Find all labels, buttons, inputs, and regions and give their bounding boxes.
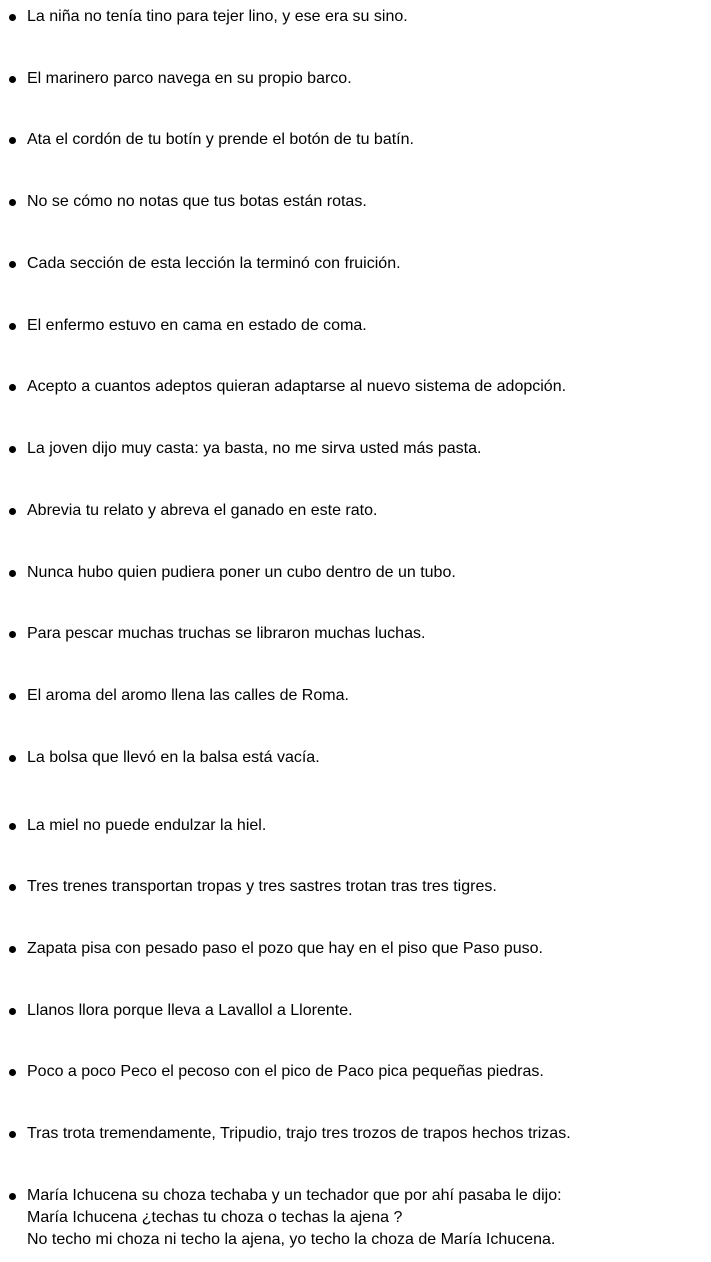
phrase-text: La niña no tenía tino para tejer lino, y ese era su sino. <box>27 8 408 25</box>
list-item <box>0 747 700 769</box>
phrase-line-1: María Ichucena su choza techaba y un techador que por ahí pasaba le dijo: <box>27 1187 562 1204</box>
phrase-text: Tras trota tremendamente, Tripudio, trajo tres trozos de trapos hechos trizas. <box>27 1125 571 1142</box>
bullet-icon <box>9 1069 16 1076</box>
phrase-text: La bolsa que llevó en la balsa está vacía. <box>27 749 320 766</box>
list-item <box>0 685 700 707</box>
phrase-text: Llanos llora porque lleva a Lavallol a Llorente. <box>27 1002 353 1019</box>
bullet-icon <box>9 570 16 577</box>
phrase-text: Cada sección de esta lección la terminó con fruición. <box>27 255 401 272</box>
bullet-icon <box>9 323 16 330</box>
list-item <box>0 1000 700 1022</box>
list-item-multiline <box>0 1185 700 1251</box>
phrase-line-2: María Ichucena ¿techas tu choza o techas la ajena ? <box>27 1209 403 1226</box>
bullet-icon <box>9 1193 16 1200</box>
phrase-text: El marinero parco navega en su propio barco. <box>27 70 352 87</box>
list-item <box>0 315 700 337</box>
phrase-text: Acepto a cuantos adeptos quieran adaptarse al nuevo sistema de adopción. <box>27 378 567 395</box>
phrase-text: La joven dijo muy casta: ya basta, no me sirva usted más pasta. <box>27 440 482 457</box>
list-item <box>0 1123 700 1145</box>
list-item <box>0 938 700 960</box>
bullet-icon <box>9 199 16 206</box>
bullet-icon <box>9 884 16 891</box>
phrase-text: El aroma del aromo llena las calles de Roma. <box>27 687 349 704</box>
bullet-icon <box>9 823 16 830</box>
list-item <box>0 438 700 460</box>
bullet-icon <box>9 446 16 453</box>
phrase-text: Nunca hubo quien pudiera poner un cubo dentro de un tubo. <box>27 564 456 581</box>
list-item <box>0 6 700 28</box>
list-item <box>0 623 700 645</box>
list-item <box>0 129 700 151</box>
bullet-icon <box>9 261 16 268</box>
phrase-text: Ata el cordón de tu botín y prende el botón de tu batín. <box>27 131 414 148</box>
phrase-text: La miel no puede endulzar la hiel. <box>27 817 267 834</box>
list-item <box>0 562 700 584</box>
bullet-icon <box>9 384 16 391</box>
list-item <box>0 500 700 522</box>
phrase-text: No se cómo no notas que tus botas están rotas. <box>27 193 367 210</box>
phrase-text: Poco a poco Peco el pecoso con el pico de Paco pica pequeñas piedras. <box>27 1063 544 1080</box>
bullet-icon <box>9 693 16 700</box>
bullet-icon <box>9 76 16 83</box>
phrase-text: Abrevia tu relato y abreva el ganado en este rato. <box>27 502 378 519</box>
list-item <box>0 1061 700 1083</box>
phrase-text: El enfermo estuvo en cama en estado de coma. <box>27 317 367 334</box>
bullet-icon <box>9 1008 16 1015</box>
bullet-icon <box>9 137 16 144</box>
bullet-icon <box>9 755 16 762</box>
bullet-icon <box>9 508 16 515</box>
bullet-icon <box>9 946 16 953</box>
bullet-icon <box>9 14 16 21</box>
phrase-line-3: No techo mi choza ni techo la ajena, yo techo la choza de María Ichucena. <box>27 1231 556 1248</box>
phrase-text: Para pescar muchas truchas se libraron muchas luchas. <box>27 625 426 642</box>
bullet-icon <box>9 631 16 638</box>
list-item <box>0 376 700 398</box>
list-item <box>0 68 700 90</box>
list-item <box>0 876 700 898</box>
list-item <box>0 191 700 213</box>
list-item <box>0 815 700 837</box>
phrase-text: Zapata pisa con pesado paso el pozo que hay en el piso que Paso puso. <box>27 940 543 957</box>
list-item <box>0 253 700 275</box>
bullet-icon <box>9 1131 16 1138</box>
phrase-text: Tres trenes transportan tropas y tres sastres trotan tras tres tigres. <box>27 878 497 895</box>
